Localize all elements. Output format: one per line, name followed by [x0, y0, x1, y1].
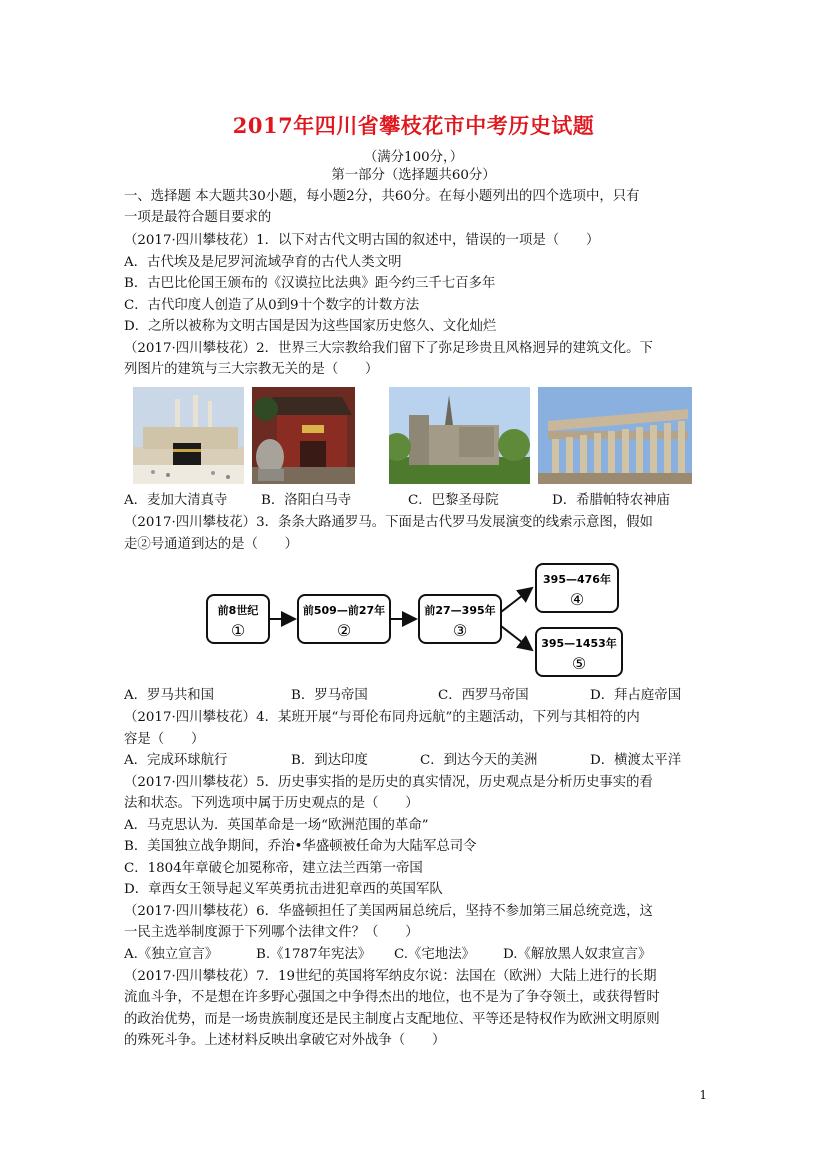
question-6-option-d: D.《解放黑人奴隶宣言》 — [503, 947, 652, 962]
flow-box-4 — [536, 564, 618, 612]
question-2-options — [124, 490, 706, 512]
question-3-options — [124, 685, 706, 707]
white-horse-temple-image — [252, 387, 355, 484]
exam-title: 2017年四川省攀枝花市中考历史试题 — [232, 113, 595, 138]
question-1-option-c: C．古代印度人创造了从0到9十个数字的计数方法 — [124, 298, 420, 313]
question-2-option-c: C．巴黎圣母院 — [408, 493, 499, 508]
question-7-stem: 流血斗争，不是想在许多野心强国之中争得杰出的地位，也不是为了争夺领土，或获得暂时 — [124, 990, 660, 1005]
question-3-option-d: D．拜占庭帝国 — [590, 688, 682, 703]
score-note: （满分100分，） — [363, 150, 464, 165]
question-1-option-d: D．之所以被称为文明古国是因为这些国家历史悠久、文化灿烂 — [124, 319, 497, 334]
section-intro-line: 一项是最符合题目要求的 — [124, 210, 272, 225]
flow-box-3-time: 前27—395年 — [424, 604, 496, 617]
question-5-option-c: C．1804年章破仑加冕称帝，建立法兰西第一帝国 — [124, 861, 423, 876]
flow-box-4-num: ④ — [569, 590, 585, 609]
question-2-stem: （2017·四川攀枝花）2．世界三大宗教给我们留下了弥足珍贵且风格迥异的建筑文化。下 — [124, 341, 653, 356]
section-intro-line: 一、选择题 本大题共30小题，每小题2分，共60分。在每小题列出的四个选项中，只有 — [124, 189, 640, 204]
flow-box-5-time: 395—1453年 — [541, 637, 617, 650]
question-4-stem: 容是（ ） — [124, 732, 205, 747]
flow-box-3 — [419, 595, 501, 643]
flow-arrow — [501, 588, 532, 612]
flow-box-5-num: ⑤ — [571, 654, 587, 673]
parthenon-image — [538, 387, 692, 484]
question-6-option-b: B.《1787年宪法》 — [256, 947, 372, 962]
flow-box-2-num: ② — [336, 621, 352, 640]
notre-dame-image — [389, 387, 530, 484]
question-1-stem: （2017·四川攀枝花）1．以下对古代文明古国的叙述中，错误的一项是（ ） — [124, 233, 600, 248]
question-5-option-a: A．马克思认为．英国革命是一场“欧洲范围的革命” — [124, 818, 429, 833]
question-5-option-b: B．美国独立战争期间，乔治•华盛顿被任命为大陆军总司令 — [124, 839, 477, 854]
question-4-option-b: B．到达印度 — [291, 753, 368, 768]
question-2-option-d: D．希腊帕特农神庙 — [552, 493, 670, 508]
question-6-stem: 一民主选举制度源于下列哪个法律文件？（ ） — [124, 925, 419, 940]
flow-box-4-time: 395—476年 — [543, 573, 611, 586]
part-heading: 第一部分（选择题共60分） — [331, 168, 496, 183]
flow-box-1-time: 前8世纪 — [217, 604, 259, 617]
question-4-option-a: A．完成环球航行 — [124, 753, 228, 768]
flow-box-1-num: ① — [230, 621, 246, 640]
question-3-stem: 走②号通道到达的是（ ） — [124, 537, 299, 552]
question-2-stem: 列图片的建筑与三大宗教无关的是（ ） — [124, 362, 379, 377]
question-4-stem: （2017·四川攀枝花）4．某班开展“与哥伦布同舟远航”的主题活动，下列与其相符的内 — [124, 710, 640, 725]
rome-flow-diagram — [200, 560, 630, 684]
flow-box-3-num: ③ — [452, 621, 468, 640]
question-7-stem: 的殊死斗争。上述材料反映出拿破它对外战争（ ） — [124, 1033, 446, 1048]
page-number: 1 — [699, 1088, 707, 1102]
question-7-stem: （2017·四川攀枝花）7．19世纪的英国将军纳皮尔说：法国在（欧洲）大陆上进行的长期 — [124, 969, 657, 984]
flow-arrow — [501, 626, 532, 650]
question-4-option-c: C．到达今天的美洲 — [420, 753, 538, 768]
question-1-option-b: B．古巴比伦国王颁布的《汉谟拉比法典》距今约三千七百多年 — [124, 276, 496, 291]
question-6-options — [124, 944, 706, 966]
question-6-stem: （2017·四川攀枝花）6．华盛顿担任了美国两届总统后，坚持不参加第三届总统竞选，这 — [124, 904, 653, 919]
question-6-option-a: A.《独立宣言》 — [124, 947, 219, 962]
flow-box-1 — [207, 595, 269, 643]
question-4-option-d: D．横渡太平洋 — [590, 753, 682, 768]
question-5-option-d: D．章西女王领导起义军英勇抗击进犯章西的英国军队 — [124, 882, 443, 897]
question-4-options — [124, 750, 706, 772]
flow-box-2 — [298, 595, 390, 643]
question-3-option-a: A．罗马共和国 — [124, 688, 215, 703]
question-3-option-b: B．罗马帝国 — [291, 688, 368, 703]
question-3-option-c: C．西罗马帝国 — [438, 688, 529, 703]
question-1-option-a: A．古代埃及是尼罗河流域孕育的古代人类文明 — [124, 255, 402, 270]
question-2-option-b: B．洛阳白马寺 — [261, 493, 352, 508]
mecca-mosque-image — [133, 387, 244, 484]
question-6-option-c: C.《宅地法》 — [394, 947, 475, 962]
flow-box-5 — [536, 628, 622, 676]
question-5-stem: 法和状态。下列选项中属于历史观点的是（ ） — [124, 796, 419, 811]
flow-box-2-time: 前509—前27年 — [302, 604, 386, 617]
question-2-option-a: A．麦加大清真寺 — [124, 493, 228, 508]
question-7-stem: 的政治优势，而是一场贵族制度还是民主制度占支配地位、平等还是特权作为欧洲文明原则 — [124, 1012, 660, 1027]
question-3-stem: （2017·四川攀枝花）3．条条大路通罗马。下面是古代罗马发展演变的线索示意图，假如 — [124, 515, 653, 530]
question-5-stem: （2017·四川攀枝花）5．历史事实指的是历史的真实情况，历史观点是分析历史事实的看 — [124, 775, 653, 790]
